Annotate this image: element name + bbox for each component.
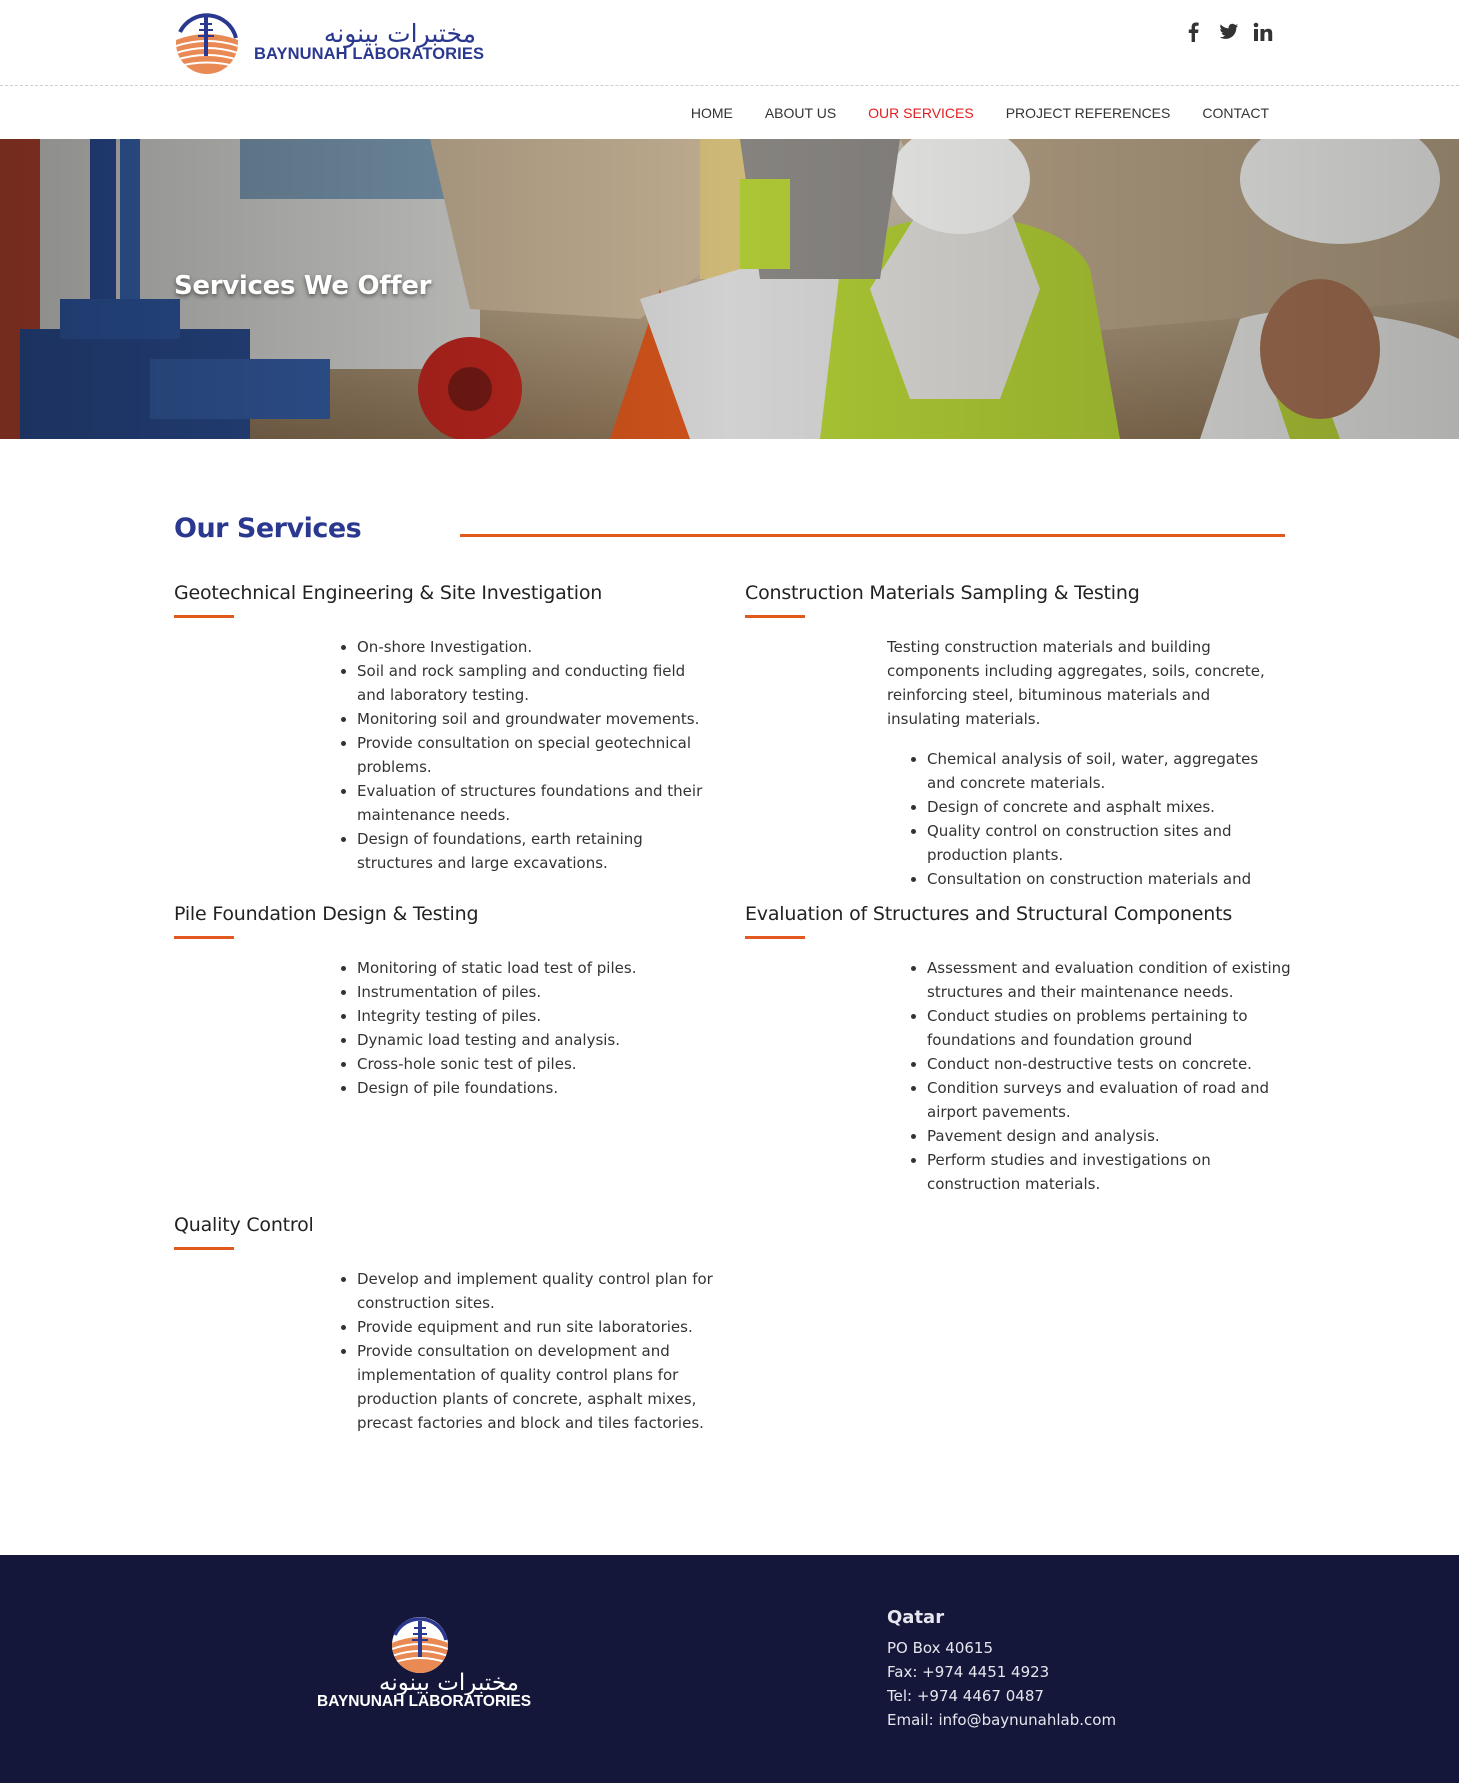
list-item: • Provide consultation on development and implementation of quality control plans for production plants of concrete, asphalt mixes, precast factories and block and tiles factories. [357,1339,717,1435]
logo-arabic-wordmark [252,16,480,48]
site-footer [0,1555,1459,1783]
service-body [337,1267,717,1435]
nav-item-our-services[interactable]: OUR SERVICES [868,105,974,121]
list-item: • Develop and implement quality control plan for construction sites. [357,1267,717,1315]
service-list [887,747,1287,891]
contact-po-box: PO Box 40615 [887,1639,993,1657]
list-item: • Assessment and evaluation condition of existing structures and their maintenance needs. [927,956,1292,1004]
nav-item-project-references[interactable]: PROJECT REFERENCES [1005,105,1171,121]
list-item: • Design of foundations, earth retaining structures and large excavations. [357,827,717,875]
list-item: • Integrity testing of piles. [357,1004,717,1028]
service-title: Quality Control [174,1214,314,1236]
footer-logo[interactable] [316,1615,532,1715]
site-header [0,0,1459,86]
list-item: • Design of pile foundations. [357,1076,717,1100]
service-pile-foundation [174,903,637,1097]
list-item: • Chemical analysis of soil, water, aggregates and concrete materials. [927,747,1287,795]
list-item: • Conduct non-destructive tests on concrete. [927,1052,1292,1076]
footer-logo-english-wordmark: BAYNUNAH LABORATORIES [317,1693,532,1710]
hero-banner [0,139,1459,439]
svg-text:مختبرات بينونه: مختبرات بينونه [379,1670,519,1695]
list-item: • Design of concrete and asphalt mixes. [927,795,1287,819]
contact-fax: Fax: +974 4451 4923 [887,1663,1050,1681]
nav-item-about-us[interactable]: ABOUT US [764,105,837,121]
service-title-underline [174,615,234,618]
linkedin-icon[interactable] [1253,22,1271,42]
service-list [337,956,717,1100]
service-intro: Testing construction materials and building components including aggregates, soils, concrete, reinforcing steel, bituminous materials and insulating materials. [887,638,1265,728]
service-list [907,956,1292,1196]
list-item: • Evaluation of structures foundations and their maintenance needs. [357,779,717,827]
list-item: • Quality control on construction sites and production plants. [927,819,1287,867]
service-geotechnical [174,582,703,872]
list-item: • Pavement design and analysis. [927,1124,1292,1148]
service-construction-materials [745,582,1265,888]
service-body [907,956,1292,1196]
list-item: • Perform studies and investigations on construction materials. [927,1148,1292,1196]
services-heading: Our Services [174,513,362,544]
list-item: • Consultation on construction materials and [927,867,1287,891]
service-title-underline [174,936,234,939]
service-title: Pile Foundation Design & Testing [174,903,479,925]
svg-text:مختبرات بينونه: مختبرات بينونه [323,19,476,48]
logo-emblem-icon [390,1615,450,1675]
service-body [337,956,717,1100]
list-item: • Condition surveys and evaluation of road and airport pavements. [927,1076,1292,1124]
footer-logo-arabic-wordmark [316,1667,521,1695]
logo-emblem-icon [174,10,240,76]
main-navigation [0,87,1459,139]
list-item: • Monitoring soil and groundwater movements. [357,707,717,731]
social-links [1185,22,1271,42]
service-title-underline [174,1247,234,1250]
services-heading-rule [460,534,1285,537]
nav-item-home[interactable]: HOME [690,105,733,121]
list-item: • Conduct studies on problems pertaining to foundations and foundation ground [927,1004,1292,1052]
list-item: • Soil and rock sampling and conducting field and laboratory testing. [357,659,717,707]
nav-item-contact[interactable]: CONTACT [1202,105,1269,121]
footer-contact [887,1607,1116,1732]
list-item: • On-shore Investigation. [357,635,717,659]
list-item: • Cross-hole sonic test of piles. [357,1052,717,1076]
list-item: • Monitoring of static load test of piles. [357,956,717,980]
list-item: • Provide equipment and run site laboratories. [357,1315,717,1339]
contact-phone: Tel: +974 4467 0487 [887,1687,1044,1705]
service-body [887,635,1287,895]
list-item: • Provide consultation on special geotechnical problems. [357,731,717,779]
service-body [337,635,717,875]
list-item: • Instrumentation of piles. [357,980,717,1004]
site-logo[interactable] [174,10,485,76]
service-list [337,1267,717,1435]
service-list [337,635,717,875]
nav-menu [691,105,1269,121]
logo-english-wordmark: BAYNUNAH LABORATORIES [254,45,485,63]
service-title-underline [745,615,805,618]
service-title: Construction Materials Sampling & Testing [745,582,1140,604]
contact-country: Qatar [887,1607,945,1628]
service-title: Evaluation of Structures and Structural Components [745,903,1233,925]
service-quality-control [174,1214,713,1432]
contact-email[interactable]: Email: info@baynunahlab.com [887,1711,1117,1729]
list-item: • Dynamic load testing and analysis. [357,1028,717,1052]
facebook-icon[interactable] [1185,22,1203,42]
service-structural-evaluation [745,903,1291,1193]
hero-title: Services We Offer [174,271,432,301]
service-title: Geotechnical Engineering & Site Investigation [174,582,603,604]
twitter-icon[interactable] [1219,22,1237,42]
service-title-underline [745,936,805,939]
